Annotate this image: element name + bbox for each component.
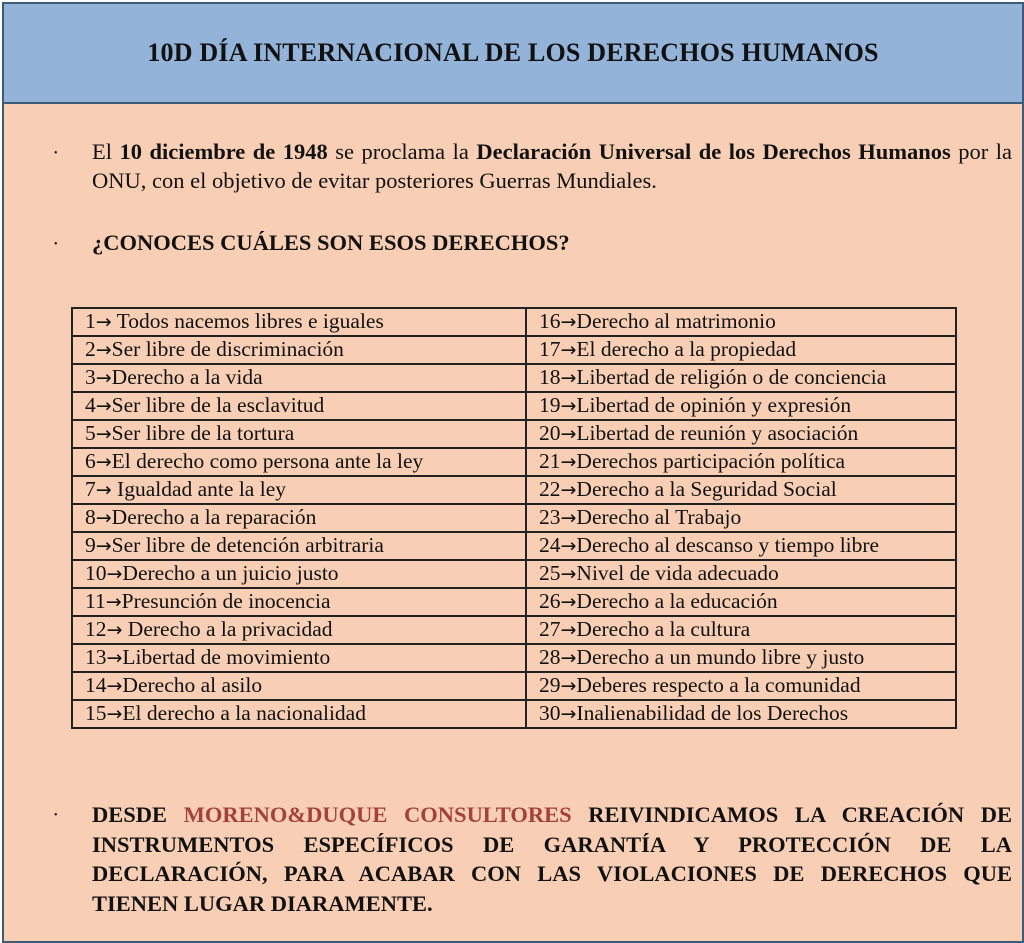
right-cell: [526, 308, 956, 336]
right-cell: [526, 588, 956, 616]
table-row: [72, 476, 956, 504]
right-number: 18: [539, 365, 561, 389]
intro-text: se proclama la: [327, 139, 477, 164]
arrow-icon: →: [560, 535, 577, 557]
right-text: Derecho a la privacidad: [122, 617, 333, 641]
arrow-icon: →: [560, 619, 577, 641]
right-text: Igualdad ante la ley: [111, 477, 286, 501]
right-number: 12: [85, 617, 107, 641]
right-cell: [526, 532, 956, 560]
bullet-icon: •: [54, 239, 58, 250]
right-text: Derecho a la vida: [111, 365, 263, 389]
right-number: 14: [85, 673, 107, 697]
right-cell: [72, 476, 526, 504]
right-number: 25: [539, 561, 561, 585]
right-cell: [72, 420, 526, 448]
arrow-icon: →: [560, 339, 577, 361]
right-text: Derecho al asilo: [122, 673, 263, 697]
right-cell: [72, 616, 526, 644]
right-number: 9: [85, 533, 96, 557]
right-cell: [526, 476, 956, 504]
arrow-icon: →: [95, 423, 112, 445]
arrow-icon: →: [560, 367, 577, 389]
table-row: [72, 448, 956, 476]
arrow-icon: →: [106, 563, 123, 585]
right-text: Libertad de movimiento: [122, 645, 331, 669]
arrow-icon: →: [105, 591, 122, 613]
right-cell: [72, 560, 526, 588]
closing-paragraph: [92, 800, 1012, 918]
arrow-icon: →: [560, 591, 577, 613]
closing-text: REIVINDICAMOS LA CREACIÓN DE INSTRUMENTOS ESPECÍFICOS DE GARANTÍA Y PROTECCIÓN DE LA DECLARACIÓN, PARA ACABAR CON LAS VIOLACIONES DE DERECHOS QUE TIENEN LUGAR DIARAMENTE.: [92, 802, 1012, 916]
arrow-icon: →: [560, 311, 577, 333]
poster-frame: [2, 2, 1024, 943]
right-text: Derecho al descanso y tiempo libre: [576, 533, 880, 557]
arrow-icon: →: [95, 367, 112, 389]
right-cell: [526, 644, 956, 672]
intro-date: 10 diciembre de 1948: [119, 139, 328, 164]
table-row: [72, 588, 956, 616]
right-text: Derecho a un mundo libre y justo: [576, 645, 865, 669]
arrow-icon: →: [95, 311, 112, 333]
right-text: Derecho al Trabajo: [576, 505, 742, 529]
arrow-icon: →: [560, 451, 577, 473]
title-banner: [4, 4, 1022, 104]
right-cell: [72, 700, 526, 728]
right-text: Ser libre de la tortura: [111, 421, 295, 445]
bullet-icon: •: [54, 148, 58, 159]
right-cell: [526, 448, 956, 476]
right-cell: [526, 364, 956, 392]
table-row: [72, 672, 956, 700]
page-title: 10D DÍA INTERNACIONAL DE LOS DERECHOS HUMANOS: [147, 38, 879, 67]
right-cell: [526, 420, 956, 448]
table-row: [72, 308, 956, 336]
right-cell: [72, 504, 526, 532]
right-text: Inalienabilidad de los Derechos: [576, 701, 849, 725]
right-cell: [72, 392, 526, 420]
right-cell: [72, 672, 526, 700]
right-cell: [526, 560, 956, 588]
right-cell: [72, 364, 526, 392]
intro-paragraph: [92, 137, 1012, 195]
declaration-name: Declaración Universal de los Derechos Humanos: [476, 139, 951, 164]
right-text: Derecho a la Seguridad Social: [576, 477, 837, 501]
right-cell: [72, 308, 526, 336]
intro-text: El: [92, 139, 120, 164]
right-number: 3: [85, 365, 96, 389]
right-text: Ser libre de detención arbitraria: [111, 533, 384, 557]
right-number: 5: [85, 421, 96, 445]
right-number: 23: [539, 505, 561, 529]
arrow-icon: →: [106, 703, 123, 725]
right-text: Libertad de opinión y expresión: [576, 393, 852, 417]
right-cell: [526, 336, 956, 364]
right-number: 30: [539, 701, 561, 725]
intro-text: por la ONU, con el objetivo de evitar posteriores Guerras Mundiales.: [92, 139, 1013, 193]
table-row: [72, 336, 956, 364]
brand-name: MORENO&DUQUE CONSULTORES: [183, 802, 572, 827]
right-text: Presunción de inocencia: [121, 589, 331, 613]
right-number: 17: [539, 337, 561, 361]
right-text: Libertad de reunión y asociación: [576, 421, 859, 445]
right-number: 22: [539, 477, 561, 501]
right-number: 21: [539, 449, 561, 473]
arrow-icon: →: [95, 479, 112, 501]
right-text: Nivel de vida adecuado: [576, 561, 779, 585]
right-cell: [72, 644, 526, 672]
arrow-icon: →: [560, 647, 577, 669]
table-row: [72, 504, 956, 532]
table-row: [72, 420, 956, 448]
closing-text: DESDE: [92, 802, 184, 827]
right-text: Ser libre de la esclavitud: [111, 393, 325, 417]
right-number: 8: [85, 505, 96, 529]
right-cell: [72, 336, 526, 364]
arrow-icon: →: [95, 451, 112, 473]
right-cell: [72, 588, 526, 616]
right-text: Derecho a la educación: [576, 589, 778, 613]
bullet-icon: •: [54, 810, 58, 821]
right-number: 4: [85, 393, 96, 417]
right-number: 13: [85, 645, 107, 669]
arrow-icon: →: [95, 395, 112, 417]
right-number: 1: [85, 309, 96, 333]
right-number: 29: [539, 673, 561, 697]
right-text: Derecho a la reparación: [111, 505, 317, 529]
arrow-icon: →: [560, 563, 577, 585]
right-number: 15: [85, 701, 107, 725]
right-number: 24: [539, 533, 561, 557]
right-text: Derechos participación política: [576, 449, 846, 473]
arrow-icon: →: [95, 535, 112, 557]
arrow-icon: →: [95, 507, 112, 529]
right-number: 27: [539, 617, 561, 641]
right-number: 16: [539, 309, 561, 333]
right-cell: [526, 504, 956, 532]
table-row: [72, 392, 956, 420]
arrow-icon: →: [106, 647, 123, 669]
right-text: Ser libre de discriminación: [111, 337, 344, 361]
right-cell: [526, 700, 956, 728]
right-text: Deberes respecto a la comunidad: [576, 673, 861, 697]
right-number: 11: [85, 589, 106, 613]
right-number: 19: [539, 393, 561, 417]
right-text: El derecho a la propiedad: [576, 337, 797, 361]
right-number: 20: [539, 421, 561, 445]
arrow-icon: →: [560, 703, 577, 725]
arrow-icon: →: [560, 479, 577, 501]
table-row: [72, 616, 956, 644]
right-text: Derecho al matrimonio: [576, 309, 776, 333]
right-cell: [526, 672, 956, 700]
right-number: 6: [85, 449, 96, 473]
right-number: 2: [85, 337, 96, 361]
right-text: Libertad de religión o de conciencia: [576, 365, 887, 389]
table-row: [72, 700, 956, 728]
right-number: 10: [85, 561, 107, 585]
right-text: Todos nacemos libres e iguales: [111, 309, 384, 333]
right-number: 26: [539, 589, 561, 613]
right-cell: [526, 616, 956, 644]
right-text: Derecho a un juicio justo: [122, 561, 339, 585]
table-row: [72, 532, 956, 560]
right-number: 28: [539, 645, 561, 669]
arrow-icon: →: [95, 339, 112, 361]
right-cell: [72, 448, 526, 476]
rights-table: [71, 307, 957, 729]
right-text: El derecho como persona ante la ley: [111, 449, 424, 473]
right-text: El derecho a la nacionalidad: [122, 701, 366, 725]
table-row: [72, 644, 956, 672]
arrow-icon: →: [106, 619, 123, 641]
arrow-icon: →: [106, 675, 123, 697]
arrow-icon: →: [560, 395, 577, 417]
arrow-icon: →: [560, 675, 577, 697]
question-heading: ¿CONOCES CUÁLES SON ESOS DERECHOS?: [92, 230, 570, 255]
arrow-icon: →: [560, 423, 577, 445]
table-row: [72, 364, 956, 392]
right-cell: [526, 392, 956, 420]
arrow-icon: →: [560, 507, 577, 529]
right-cell: [72, 532, 526, 560]
table-row: [72, 560, 956, 588]
right-number: 7: [85, 477, 96, 501]
right-text: Derecho a la cultura: [576, 617, 751, 641]
